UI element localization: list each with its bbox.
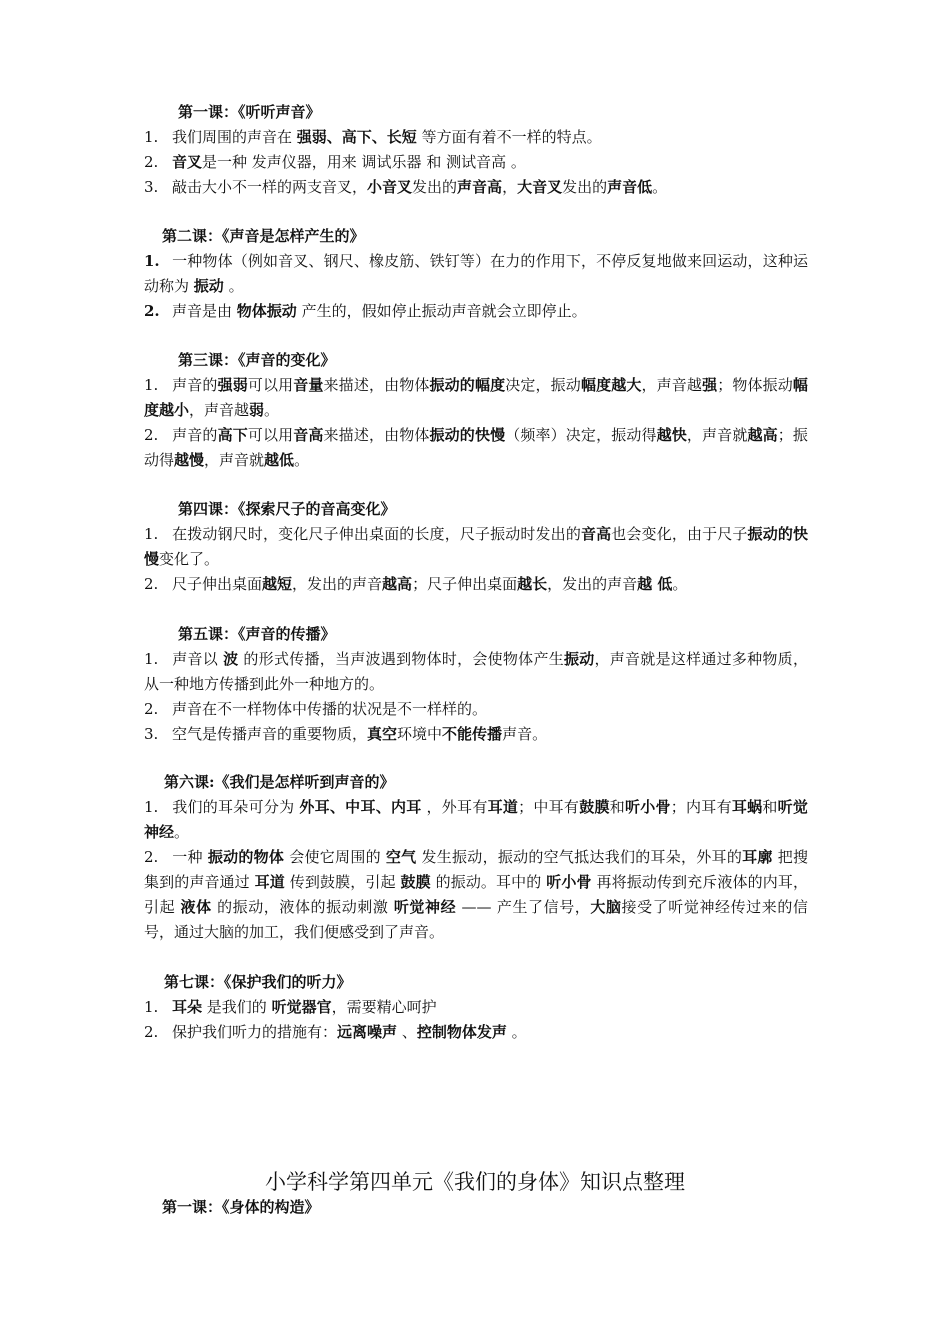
lesson-7	[144, 970, 808, 1045]
lesson-5	[144, 622, 808, 747]
item-number: 1.	[144, 798, 159, 816]
list-item: 1. 一种物体（例如音叉、钢尺、橡皮筋、铁钉等）在力的作用下，不停反复地做来回运动，这种运动称为 振动 。	[144, 249, 808, 299]
item-number: 1.	[144, 128, 159, 146]
lesson-heading: 第五课：《声音的传播》	[178, 625, 336, 643]
list-item: 3. 空气是传播声音的重要物质，真空环境中不能传播声音。	[144, 722, 808, 747]
lesson-2	[144, 224, 808, 324]
item-number: 2.	[144, 302, 160, 320]
lesson-heading: 第二课：《声音是怎样产生的》	[162, 227, 365, 245]
lesson-heading: 第四课：《探索尺子的音高变化》	[178, 500, 396, 518]
item-number: 3.	[144, 725, 159, 743]
unit4-lesson-1	[144, 1195, 808, 1220]
item-number: 2.	[144, 426, 159, 444]
list-item: 2. 声音在不一样物体中传播的状况是不一样样的。	[144, 697, 808, 722]
lesson-3	[144, 348, 808, 473]
item-number: 3.	[144, 178, 159, 196]
lesson-heading: 第七课：《保护我们的听力》	[164, 973, 352, 991]
list-item: 2. 声音的高下可以用音高来描述，由物体振动的快慢（频率）决定，振动得越快，声音就越高；振动得越慢，声音就越低。	[144, 423, 808, 473]
list-item: 2. 尺子伸出桌面越短，发出的声音越高；尺子伸出桌面越长，发出的声音越 低。	[144, 572, 808, 597]
item-number: 1.	[144, 650, 159, 668]
item-number: 1.	[144, 376, 159, 394]
list-item: 1. 我们的耳朵可分为 外耳、中耳、内耳 ，外耳有耳道；中耳有鼓膜和听小骨；内耳有耳蜗和听觉神经。	[144, 795, 808, 845]
item-number: 2.	[144, 848, 159, 866]
list-item: 1. 耳朵 是我们的 听觉器官，需要精心呵护	[144, 995, 808, 1020]
item-number: 1.	[144, 252, 160, 270]
lesson-6	[144, 770, 808, 945]
lesson-heading: 第六课:《我们是怎样听到声音的》	[164, 773, 395, 791]
item-number: 1.	[144, 998, 159, 1016]
lesson-heading: 第三课：《声音的变化》	[178, 351, 336, 369]
lesson-4	[144, 497, 808, 597]
list-item: 1. 我们周围的声音在 强弱、高下、长短 等方面有着不一样的特点。	[144, 125, 808, 150]
list-item: 2. 声音是由 物体振动 产生的，假如停止振动声音就会立即停止。	[144, 299, 808, 324]
list-item: 1. 声音以 波 的形式传播，当声波遇到物体时，会使物体产生振动，声音就是这样通过多种物质，从一种地方传播到此外一种地方的。	[144, 647, 808, 697]
lesson-heading: 第一课：《身体的构造》	[162, 1198, 320, 1216]
lesson-heading: 第一课：《听听声音》	[178, 103, 321, 121]
unit-title: 小学科学第四单元《我们的身体》知识点整理	[265, 1170, 685, 1194]
list-item: 1. 声音的强弱可以用音量来描述，由物体振动的幅度决定，振动幅度越大，声音越强；物体振动幅度越小，声音越弱。	[144, 373, 808, 423]
item-number: 1.	[144, 525, 159, 543]
list-item: 3. 敲击大小不一样的两支音叉，小音叉发出的声音高，大音叉发出的声音低。	[144, 175, 808, 200]
item-number: 2.	[144, 1023, 159, 1041]
list-item: 2. 一种 振动的物体 会使它周围的 空气 发生振动，振动的空气抵达我们的耳朵，外耳的耳廓 把搜集到的声音通过 耳道 传到鼓膜，引起 鼓膜 的振动。耳中的 听小骨 再将振动传到充斥液体的内耳，引起 液体 的振动，液体的振动刺激 听觉神经 —— 产生了信号，大脑接受了听觉神经传过来的信号，通过大脑的加工，我们便感受到了声音。	[144, 845, 808, 945]
lesson-1	[144, 100, 808, 200]
list-item: 2. 音叉是一种 发声仪器，用来 调试乐器 和 测试音高 。	[144, 150, 808, 175]
item-number: 2.	[144, 575, 159, 593]
item-number: 2.	[144, 153, 159, 171]
list-item: 2. 保护我们听力的措施有：远离噪声 、控制物体发声 。	[144, 1020, 808, 1045]
list-item: 1. 在拨动钢尺时，变化尺子伸出桌面的长度，尺子振动时发出的音高也会变化，由于尺子振动的快慢变化了。	[144, 522, 808, 572]
item-number: 2.	[144, 700, 159, 718]
